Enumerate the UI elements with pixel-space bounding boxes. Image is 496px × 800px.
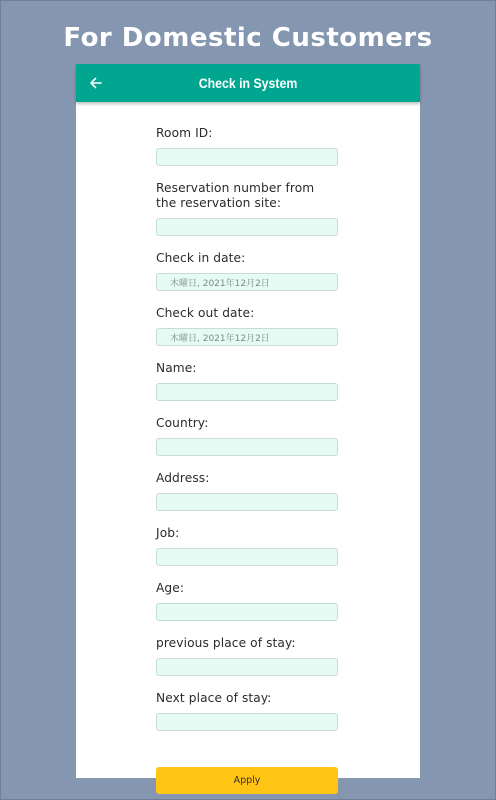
app-title: Check in System (198, 75, 298, 91)
previous-place-label: previous place of stay: (156, 636, 296, 650)
app-bar (76, 64, 420, 102)
room-id-label: Room ID: (156, 126, 213, 140)
next-place-input[interactable] (156, 713, 338, 731)
check-in-date-label: Check in date: (156, 251, 246, 265)
page-heading: For Domestic Customers (63, 23, 433, 53)
name-input[interactable] (156, 383, 338, 401)
age-label: Age: (156, 581, 185, 595)
check-out-date-label: Check out date: (156, 306, 255, 320)
job-input[interactable] (156, 548, 338, 566)
age-input[interactable] (156, 603, 338, 621)
name-label: Name: (156, 361, 197, 375)
room-id-input[interactable] (156, 148, 338, 166)
check-in-date-input[interactable] (156, 273, 338, 291)
check-out-date-input[interactable] (156, 328, 338, 346)
reservation-number-input[interactable] (156, 218, 338, 236)
check-in-form (156, 126, 338, 794)
apply-button[interactable]: Apply (156, 767, 338, 794)
address-label: Address: (156, 471, 210, 485)
form-card (76, 64, 420, 786)
next-place-label: Next place of stay: (156, 691, 272, 705)
reservation-number-label: Reservation number from the reservation site: (156, 181, 315, 210)
country-input[interactable] (156, 438, 338, 456)
address-input[interactable] (156, 493, 338, 511)
country-label: Country: (156, 416, 209, 430)
job-label: Job: (156, 526, 180, 540)
previous-place-input[interactable] (156, 658, 338, 676)
